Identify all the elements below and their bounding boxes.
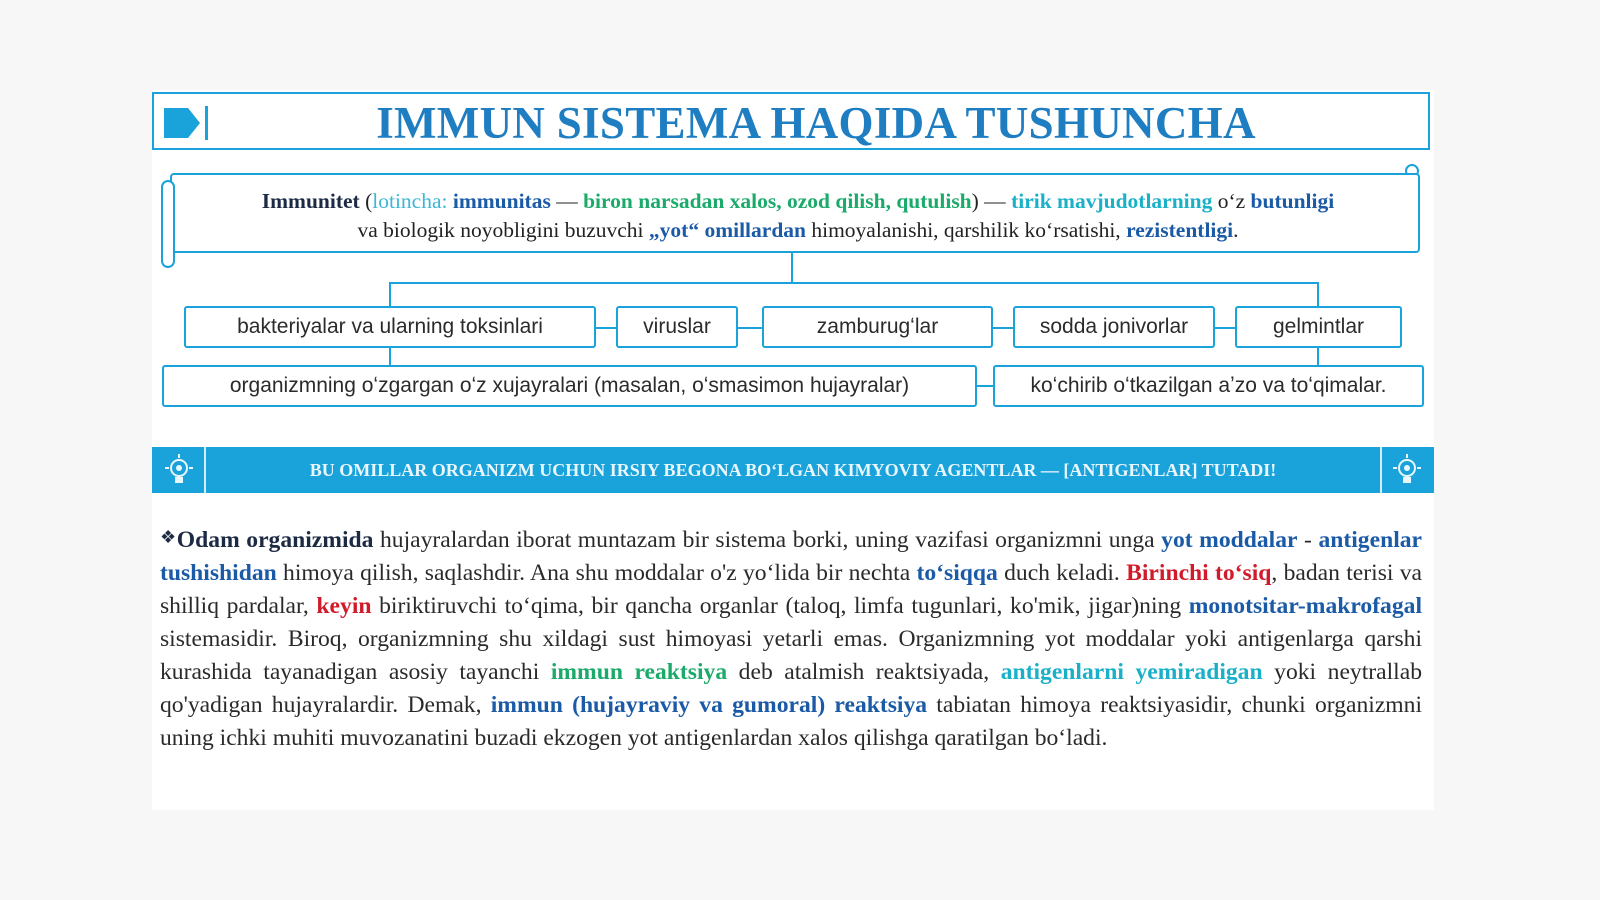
text: ( [359, 189, 373, 213]
latin-meaning: biron narsadan xalos, ozod qilish, qutulish [583, 189, 972, 213]
text: biriktiruvchi toʻqima, bir qancha organlar (taloq, limfa tugunlari, ko'mik, jigar)ning [371, 593, 1189, 619]
scroll-ornament-left [161, 180, 175, 268]
connector-vertical-top [791, 253, 793, 283]
page-title: IMMUN SISTEMA HAQIDA TUSHUNCHA [376, 98, 1256, 148]
banner-text: BU OMILLAR ORGANIZM UCHUN IRSIY BEGONA BOʻLGAN KIMYOVIY AGENTLAR — [ANTIGENLAR] TUTADI! [309, 460, 1277, 480]
category-label: zamburugʻlar [816, 315, 939, 338]
body-paragraph [160, 524, 1422, 755]
yot-omillardan: „yot“ omillardan [648, 218, 806, 242]
highlight-text: antigenlar tushishidan [160, 527, 1423, 586]
text: yoki neytrallab qo'yadigan hujayralardir. Demak, [160, 659, 1422, 718]
connector-row1-d [1215, 327, 1235, 329]
definition-text [182, 187, 1414, 245]
category-label: gelmintlar [1272, 315, 1365, 338]
category-label: viruslar [643, 315, 711, 338]
category-bacteria [184, 306, 596, 348]
text: ) — [971, 189, 1012, 213]
text: deb atalmish reaktsiyada, [727, 659, 1001, 685]
connector-row1-a [596, 327, 616, 329]
highlight-text: Odam organizmida [176, 527, 374, 553]
lightbulb-icon [162, 454, 196, 486]
butunligi-text: butunligi [1250, 189, 1335, 213]
tirik-text: tirik mavjudotlarning [1011, 189, 1213, 213]
highlight-text: monotsitar-makrofagal [1188, 593, 1423, 619]
banner-divider-right [1380, 447, 1382, 493]
bullet-icon: ❖ [160, 527, 177, 547]
highlight-text: Birinchi toʻsiq [1126, 560, 1272, 586]
text: . [1233, 218, 1239, 242]
text: hujayralardan iborat muntazam bir sistema borki, uning vazifasi organizmni unga [373, 527, 1162, 553]
title-bar [152, 92, 1430, 150]
category-label: bakteriyalar va ularning toksinlari [237, 315, 543, 338]
highlight-text: immun reaktsiya [550, 659, 728, 685]
highlight-text: keyin [316, 593, 372, 619]
banner-divider-left [204, 447, 206, 493]
highlight-text: antigenlarni yemiradigan [1000, 659, 1263, 685]
category-protozoa [1013, 306, 1215, 348]
category-fungi [762, 306, 993, 348]
category-helminths [1235, 306, 1402, 348]
category-label: sodda jonivorlar [1039, 315, 1189, 338]
category-label: koʻchirib oʻtkazilgan aʼzo va toʻqimalar. [1030, 374, 1387, 397]
highlight-text: immun (hujayraviy va gumoral) reaktsiya [490, 692, 928, 718]
connector-horizontal-top [389, 282, 1319, 284]
text: himoyalanishi, qarshilik koʻrsatishi, [805, 218, 1127, 242]
arrow-tag-icon [164, 106, 210, 140]
category-label: organizmning oʻzgargan oʻz xujayralari (masalan, oʻsmasimon hujayralar) [229, 374, 910, 397]
highlight-text: yot moddalar [1161, 527, 1298, 553]
category-altered-cells [162, 365, 977, 407]
text: duch keladi. [997, 560, 1127, 586]
connector-row1-b [738, 327, 762, 329]
text: oʻz [1212, 189, 1251, 213]
term: Immunitet [261, 189, 360, 213]
text: sistemasidir. Biroq, organizmning shu xildagi sust himoyasi yetarli emas. Organizmning yot moddalar yoki antigenlarga qarshi kurashida tayanadigan asosiy tayanchi [160, 626, 1422, 685]
text: , badan terisi va shilliq pardalar, [160, 560, 1423, 619]
category-transplants [993, 365, 1424, 407]
text: tabiatan himoya reaktsiyasidir, chunki organizmni uning ichki muhiti muvozanatini buzadi ekzogen yot antigenlardan xalos qilishga qaratilgan boʻladi. [160, 692, 1422, 751]
text: himoya qilish, saqlashdir. Ana shu moddalar o'z yoʻlida bir nechta [276, 560, 917, 586]
connector-row2 [977, 385, 993, 387]
lotincha-label: lotincha: [372, 189, 448, 213]
highlight-text: toʻsiqqa [916, 560, 998, 586]
latin-word: immunitas [447, 189, 551, 213]
category-viruses [616, 306, 738, 348]
text: va biologik noyobligini buzuvchi [357, 218, 649, 242]
connector-row1-c [993, 327, 1013, 329]
antigen-banner [152, 447, 1434, 493]
rezistentligi-text: rezistentligi [1126, 218, 1234, 242]
text: — [550, 189, 584, 213]
lightbulb-icon [1390, 454, 1424, 486]
text: - [1297, 527, 1319, 553]
